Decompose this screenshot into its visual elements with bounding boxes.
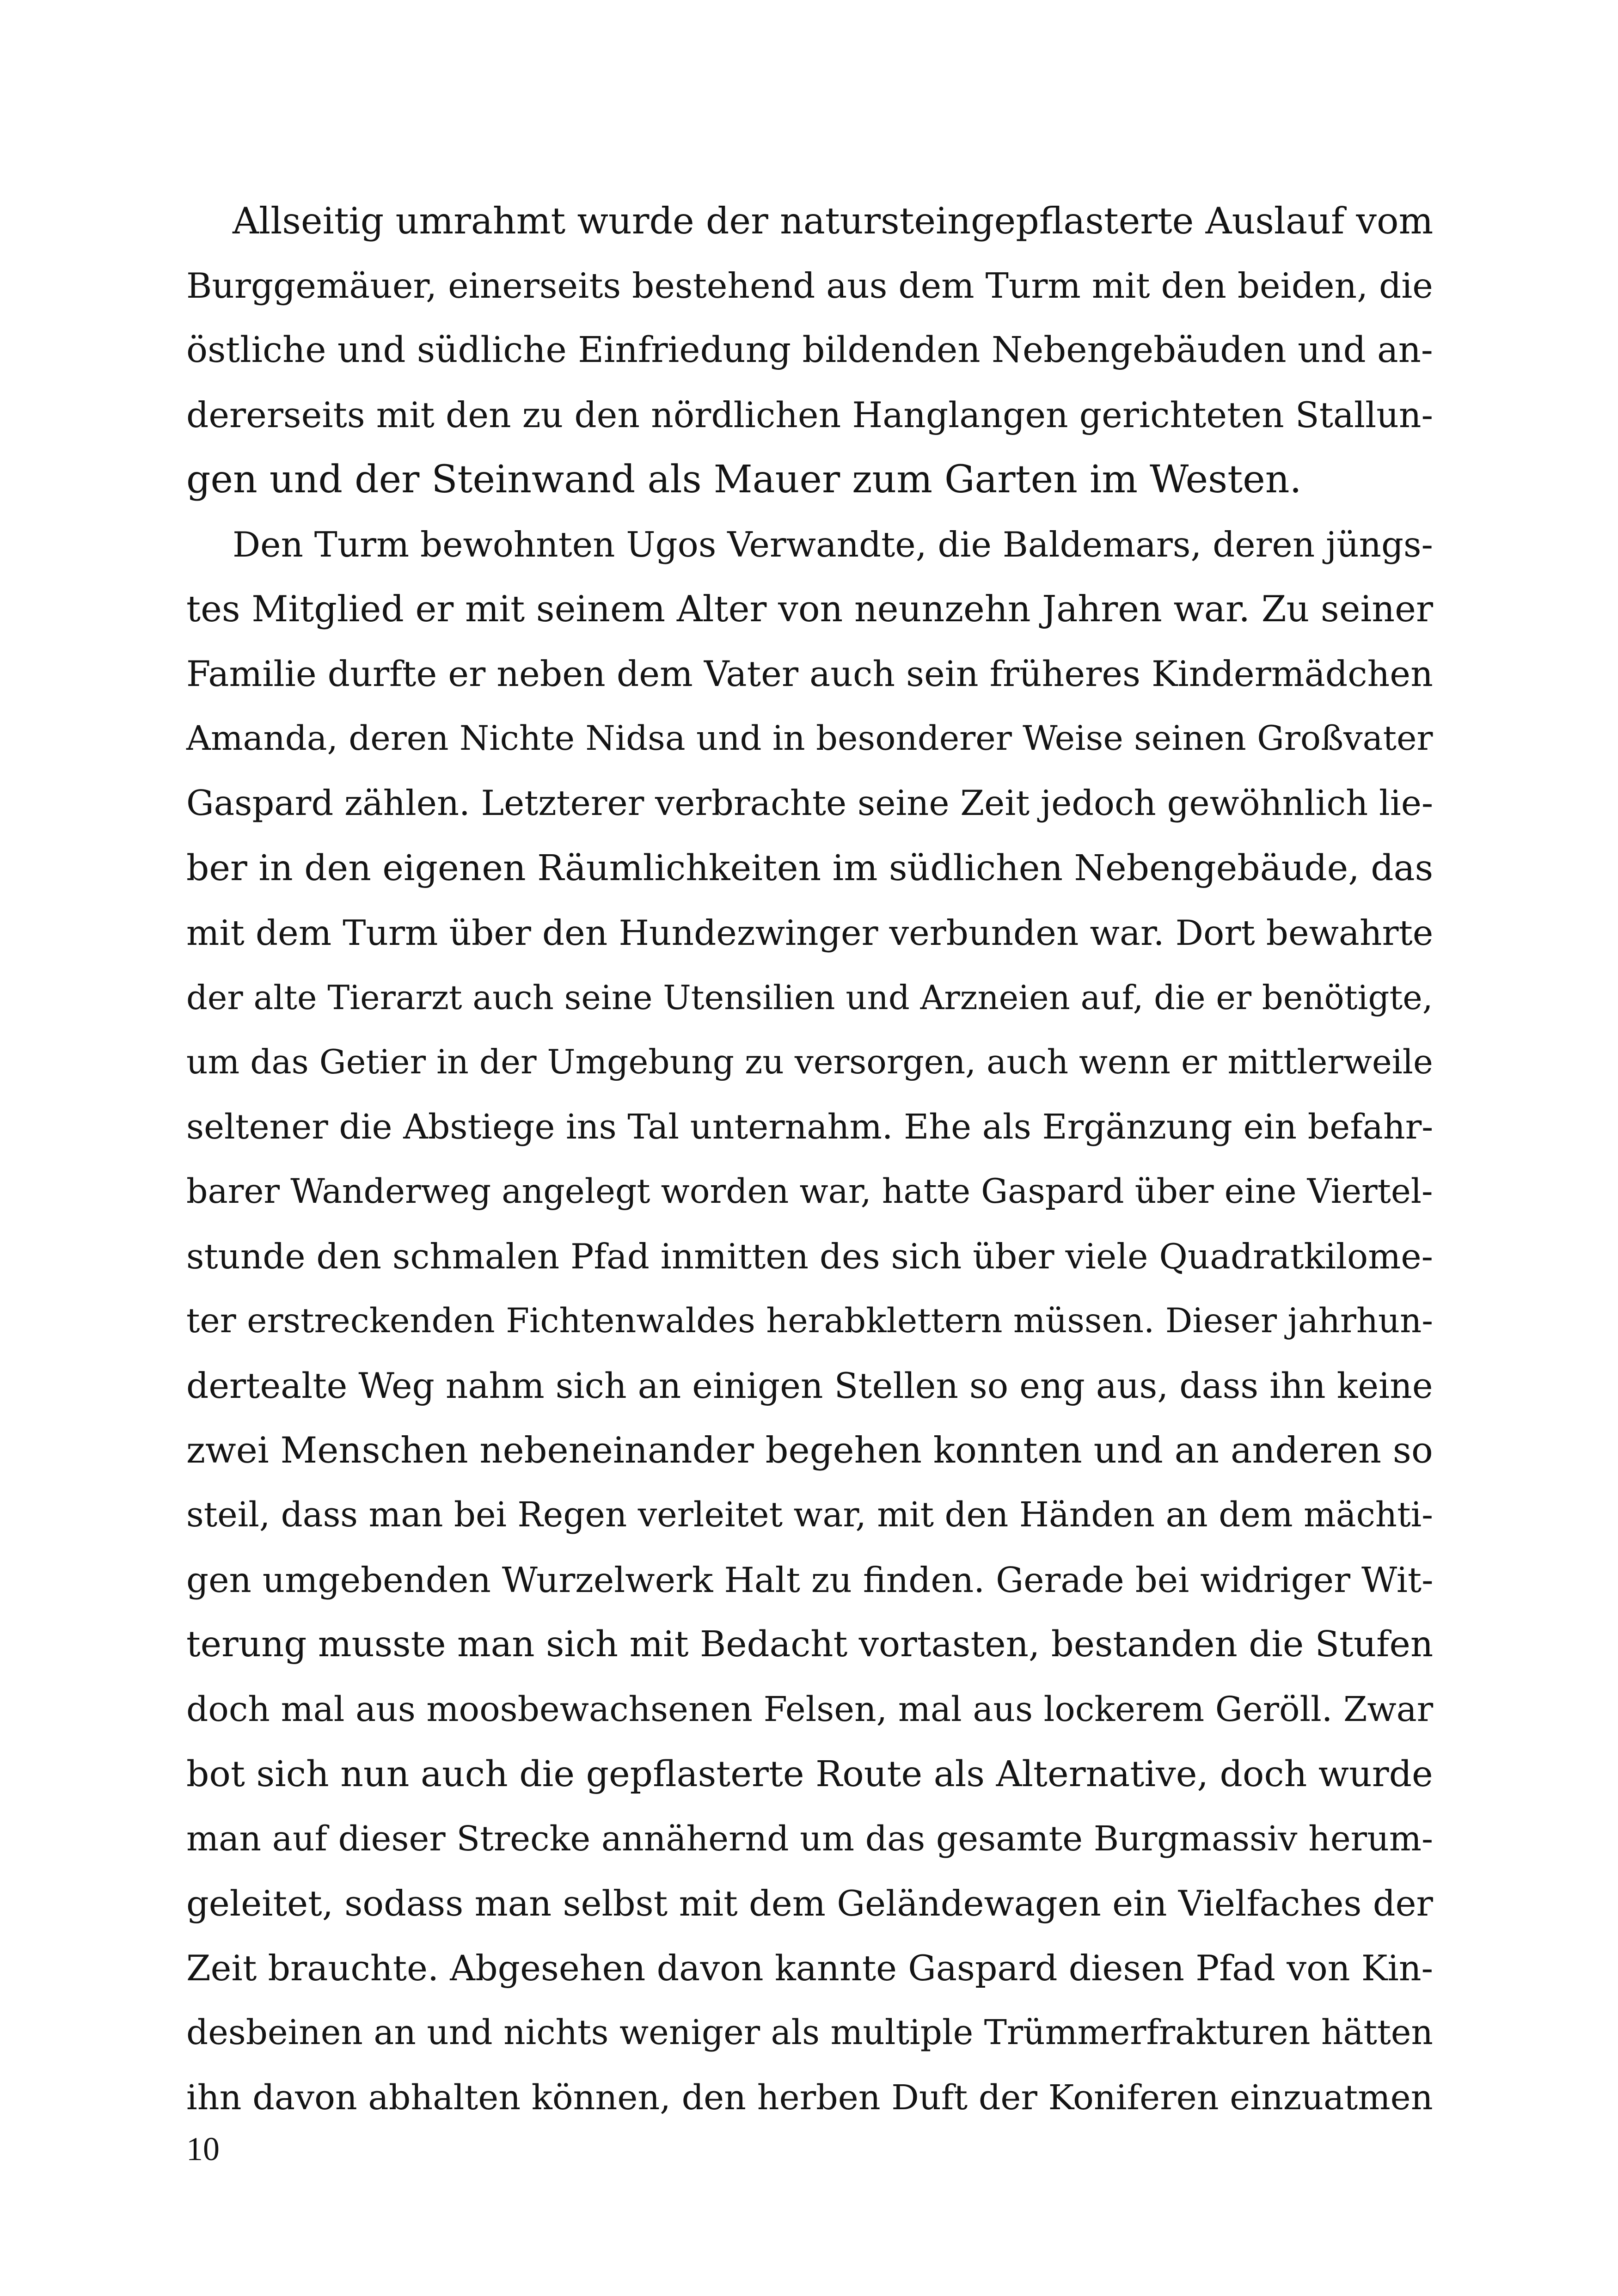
text-line: ihn davon abhalten können, den herben Duft der Koniferen einzuatmen (186, 2077, 1433, 2118)
text-line: seltener die Abstiege ins Tal unternahm. Ehe als Ergänzung ein befahr- (186, 1107, 1434, 1147)
text-line: steil, dass man bei Regen verleitet war, mit den Händen an dem mächti- (186, 1495, 1434, 1535)
text-line: Amanda, deren Nichte Nidsa und in besonderer Weise seinen Großvater (186, 719, 1433, 758)
text-line: mit dem Turm über den Hundezwinger verbunden war. Dort bewahrte (186, 912, 1434, 953)
text-line: östliche und südliche Einfriedung bildenden Nebengebäuden und an- (186, 330, 1433, 371)
text-line: ber in den eigenen Räumlichkeiten im südlichen Nebengebäude, das (186, 847, 1434, 889)
text-line: dertealte Weg nahm sich an einigen Stellen so eng aus, dass ihn keine (186, 1365, 1433, 1406)
text-line: desbeinen an und nichts weniger als multiple Trümmerfrakturen hätten (186, 2013, 1433, 2052)
text-line: ter erstreckenden Fichtenwaldes herabklettern müssen. Dieser jahrhun- (186, 1301, 1433, 1341)
text-line: Allseitig umrahmt wurde der natursteingepflasterte Auslauf vom (233, 200, 1434, 242)
text-line: zwei Menschen nebeneinander begehen konnten und an anderen so (186, 1430, 1433, 1471)
text-line: gen umgebenden Wurzelwerk Halt zu finden. Gerade bei widriger Wit- (186, 1560, 1434, 1600)
text-line: man auf dieser Strecke annähernd um das gesamte Burgmassiv herum- (186, 1819, 1433, 1859)
text-line: Den Turm bewohnten Ugos Verwandte, die Baldemars, deren jüngs- (233, 524, 1433, 565)
text-line: doch mal aus moosbewachsenen Felsen, mal aus lockerem Geröll. Zwar (186, 1690, 1434, 1729)
text-line: gen und der Steinwand als Mauer zum Garten im Westen. (186, 458, 1302, 502)
text-line: Familie durfte er neben dem Vater auch sein früheres Kindermädchen (186, 654, 1433, 694)
text-line: geleitet, sodass man selbst mit dem Geländewagen ein Vielfaches der (186, 1883, 1433, 1924)
body-text (186, 189, 1433, 2130)
text-line: bot sich nun auch die gepflasterte Route als Alternative, doch wurde (186, 1753, 1433, 1795)
page-number: 10 (186, 2131, 220, 2167)
text-line: Zeit brauchte. Abgesehen davon kannte Gaspard diesen Pfad von Kin- (186, 1948, 1434, 1989)
text-line: um das Getier in der Umgebung zu versorgen, auch wenn er mittlerweile (186, 1043, 1433, 1082)
text-line: dererseits mit den zu den nördlichen Hanglangen gerichteten Stallun- (186, 395, 1434, 435)
text-line: Gaspard zählen. Letzterer verbrachte seine Zeit jedoch gewöhnlich lie- (186, 783, 1434, 823)
text-line: terung musste man sich mit Bedacht vortasten, bestanden die Stufen (186, 1624, 1434, 1665)
text-line: tes Mitglied er mit seinem Alter von neunzehn Jahren war. Zu seiner (186, 588, 1433, 630)
text-line: Burggemäuer, einerseits bestehend aus dem Turm mit den beiden, die (186, 265, 1433, 306)
text-line: der alte Tierarzt auch seine Utensilien und Arzneien auf, die er benötigte, (186, 978, 1433, 1017)
text-line: stunde den schmalen Pfad inmitten des sich über viele Quadratkilome- (186, 1236, 1433, 1277)
text-line: barer Wanderweg angelegt worden war, hatte Gaspard über eine Viertel- (186, 1172, 1433, 1211)
